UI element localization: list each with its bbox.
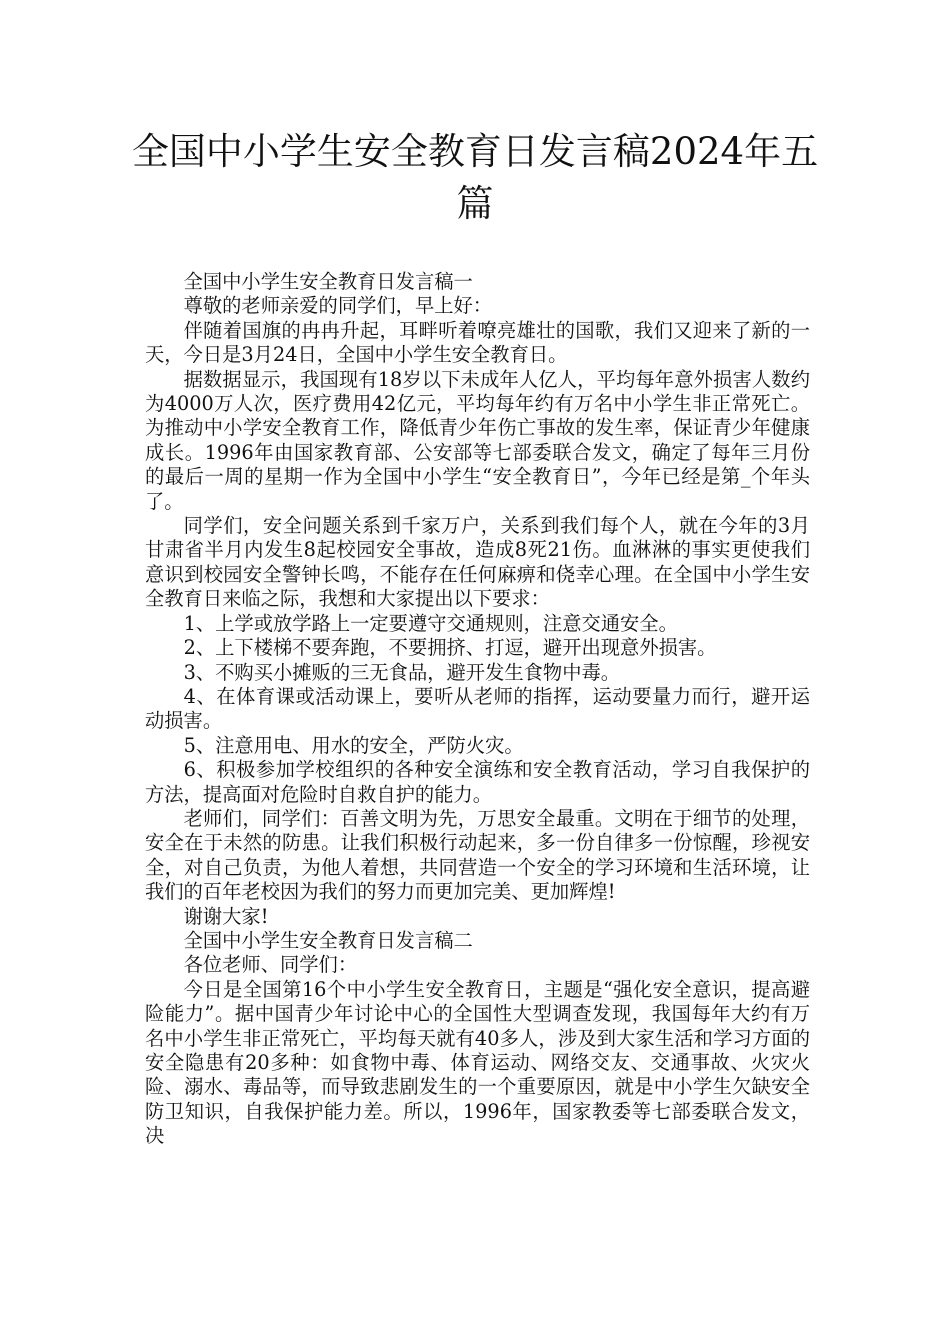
- list-item: 5、注意用电、用水的安全，严防火灾。: [183, 733, 524, 757]
- list-item: 2、上下楼梯不要奔跑，不要拥挤、打逗，避开出现意外损害。: [183, 636, 717, 660]
- section-heading: 全国中小学生安全教育日发言稿二: [183, 928, 473, 952]
- list-item: 6、积极参加学校组织的各种安全演练和安全教育活动，学习自我保护的方法，提高面对危险时自救自护的能力。: [145, 758, 810, 806]
- list-item: 3、不购买小摊贩的三无食品，避开发生食物中毒。: [183, 660, 621, 684]
- document-body: [145, 270, 810, 1149]
- document-title: 全国中小学生安全教育日发言稿2024年五篇: [131, 130, 819, 225]
- paragraph: 老师们，同学们：百善文明为先，万思安全最重。文明在于细节的处理，安全在于未然的防患。让我们积极行动起来，多一份自律多一份惊醒，珍视安全，对自己负责，为他人着想，共同营造一个安全的学习环境和生活环境，让我们的百年老校因为我们的努力而更加完美、更加辉煌!: [145, 806, 810, 904]
- paragraph: 据数据显示，我国现有18岁以下未成年人亿人，平均每年意外损害人数约为4000万人次，医疗费用42亿元，平均每年约有万名中小学生非正常死亡。为推动中小学安全教育工作，降低青少年伤亡事故的发生率，保证青少年健康成长。1996年由国家教育部、公安部等七部委联合发文，确定了每年三月份的最后一周的星期一作为全国中小学生“安全教育日”，今年已经是第_个年头了。: [145, 367, 810, 513]
- paragraph: 伴随着国旗的冉冉升起，耳畔听着嘹亮雄壮的国歌，我们又迎来了新的一天，今日是3月24日，全国中小学生安全教育日。: [145, 318, 810, 367]
- paragraph: 同学们，安全问题关系到千家万户，关系到我们每个人，就在今年的3月甘肃省半月内发生8起校园安全事故，造成8死21伤。血淋淋的事实更使我们意识到校园安全警钟长鸣，不能存在任何麻痹和侥幸心理。在全国中小学生安全教育日来临之际，我想和大家提出以下要求：: [145, 514, 810, 611]
- paragraph: 尊敬的老师亲爱的同学们，早上好：: [183, 294, 493, 318]
- paragraph: 全国中小学生安全教育日发言稿一: [183, 270, 473, 293]
- list-item: 1、上学或放学路上一定要遵守交通规则，注意交通安全。: [183, 611, 678, 635]
- paragraph: 谢谢大家!: [183, 904, 269, 928]
- paragraph: 今日是全国第16个中小学生安全教育日，主题是“强化安全意识，提高避险能力”。据中国青少年讨论中心的全国性大型调查发现，我国每年大约有万名中小学生非正常死亡，平均每天就有40多人，涉及到大家生活和学习方面的安全隐患有20多种：如食物中毒、体育运动、网络交友、交通事故、火灾火险、溺水、毒品等，而导致悲剧发生的一个重要原因，就是中小学生欠缺安全防卫知识，自我保护能力差。所以，1996年，国家教委等七部委联合发文，决: [145, 977, 810, 1148]
- paragraph: 各位老师、同学们：: [183, 953, 358, 977]
- list-item: 4、在体育课或活动课上，要听从老师的指挥，运动要量力而行，避开运动损害。: [145, 684, 810, 733]
